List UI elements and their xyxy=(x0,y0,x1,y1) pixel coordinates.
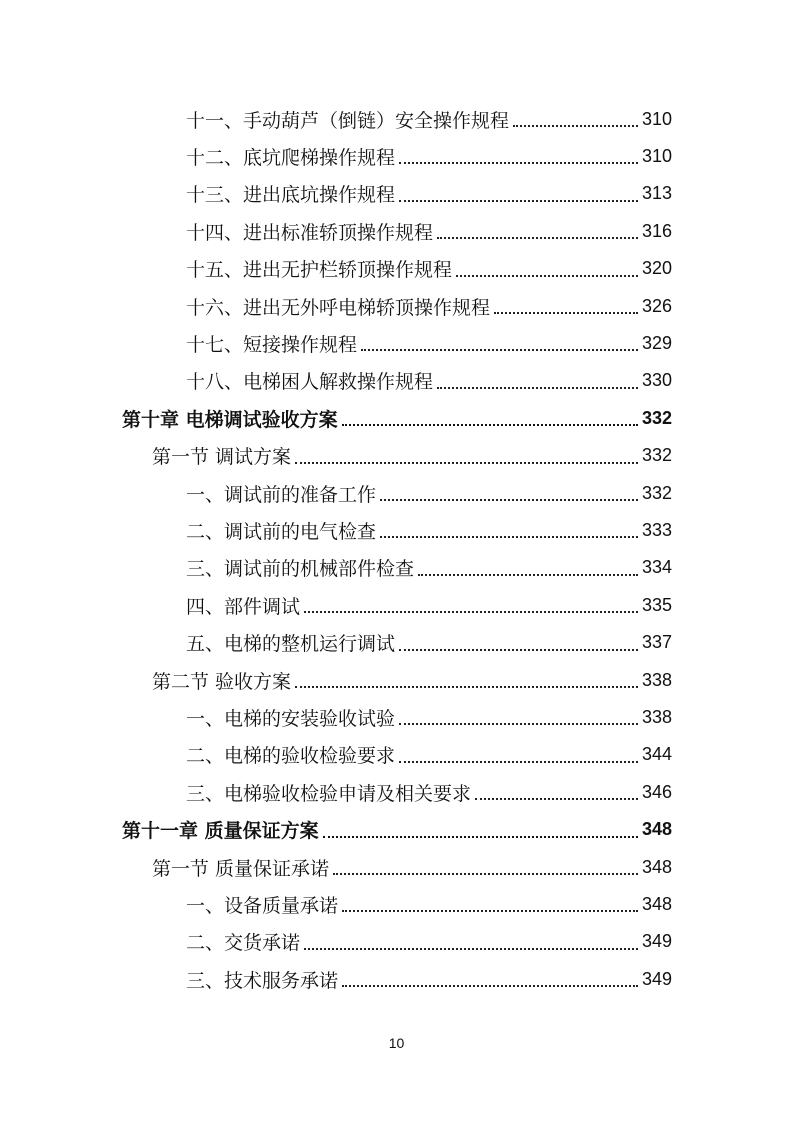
toc-entry-label: 第二节 验收方案 xyxy=(152,670,292,693)
toc-entry-label: 三、电梯验收检验申请及相关要求 xyxy=(186,782,472,805)
toc-item-entry[interactable] xyxy=(186,927,672,957)
toc-item-entry[interactable] xyxy=(186,740,672,770)
toc-dot-leader xyxy=(342,910,638,912)
toc-item-entry[interactable] xyxy=(186,628,672,658)
toc-entry-page: 349 xyxy=(641,931,672,952)
toc-item-entry[interactable] xyxy=(186,515,672,545)
toc-chapter-entry[interactable] xyxy=(122,815,672,845)
toc-entry-page: 338 xyxy=(641,669,672,690)
toc-item-entry[interactable] xyxy=(186,777,672,807)
toc-entry-label: 十八、电梯困人解救操作规程 xyxy=(186,371,434,394)
toc-item-entry[interactable] xyxy=(186,216,672,246)
toc-dot-leader xyxy=(418,574,638,576)
toc-entry-label: 三、技术服务承诺 xyxy=(186,969,339,992)
toc-entry-page: 330 xyxy=(641,370,672,391)
toc-dot-leader xyxy=(399,162,638,164)
toc-dot-leader xyxy=(304,611,638,613)
toc-entry-page: 346 xyxy=(641,781,672,802)
toc-dot-leader xyxy=(304,948,638,950)
toc-entry-label: 第十章 电梯调试验收方案 xyxy=(122,408,338,431)
toc-entry-page: 344 xyxy=(641,744,672,765)
toc-entry-label: 十五、进出无护栏轿顶操作规程 xyxy=(186,259,453,282)
toc-entry-label: 十一、手动葫芦（倒链）安全操作规程 xyxy=(186,109,510,132)
toc-dot-leader xyxy=(295,686,638,688)
toc-item-entry[interactable] xyxy=(186,141,672,171)
toc-item-entry[interactable] xyxy=(186,104,672,134)
toc-entry-label: 二、电梯的验收检验要求 xyxy=(186,745,396,768)
toc-dot-leader xyxy=(456,275,638,277)
toc-entry-label: 第十一章 质量保证方案 xyxy=(122,820,319,843)
toc-entry-page: 348 xyxy=(641,856,672,877)
toc-entry-page: 316 xyxy=(641,220,672,241)
toc-entry-label: 五、电梯的整机运行调试 xyxy=(186,633,396,656)
toc-entry-page: 334 xyxy=(641,557,672,578)
toc-entry-page: 320 xyxy=(641,258,672,279)
toc-dot-leader xyxy=(437,387,638,389)
toc-entry-label: 三、调试前的机械部件检查 xyxy=(186,558,415,581)
toc-item-entry[interactable] xyxy=(186,702,672,732)
toc-entry-label: 二、交货承诺 xyxy=(186,932,301,955)
toc-entry-label: 一、电梯的安装验收试验 xyxy=(186,707,396,730)
toc-dot-leader xyxy=(494,312,638,314)
toc-section-entry[interactable] xyxy=(152,852,672,882)
toc-dot-leader xyxy=(333,873,638,875)
toc-entry-label: 一、调试前的准备工作 xyxy=(186,483,377,506)
toc-dot-leader xyxy=(399,200,638,202)
toc-dot-leader xyxy=(323,836,638,838)
toc-dot-leader xyxy=(437,237,638,239)
toc-dot-leader xyxy=(475,798,638,800)
toc-entry-page: 348 xyxy=(641,819,672,840)
toc-dot-leader xyxy=(342,985,638,987)
toc-entry-label: 十三、进出底坑操作规程 xyxy=(186,184,396,207)
toc-dot-leader xyxy=(513,125,638,127)
toc-item-entry[interactable] xyxy=(186,478,672,508)
toc-entry-page: 329 xyxy=(641,332,672,353)
toc-section-entry[interactable] xyxy=(152,665,672,695)
toc-dot-leader xyxy=(380,499,638,501)
toc-entry-page: 326 xyxy=(641,295,672,316)
toc-dot-leader xyxy=(342,424,638,426)
toc-chapter-entry[interactable] xyxy=(122,403,672,433)
toc-entry-page: 332 xyxy=(641,445,672,466)
toc-dot-leader xyxy=(399,649,638,651)
toc-entry-label: 十七、短接操作规程 xyxy=(186,333,358,356)
page-number: 10 xyxy=(388,1035,405,1051)
toc-item-entry[interactable] xyxy=(186,179,672,209)
toc-section-entry[interactable] xyxy=(152,441,672,471)
toc-item-entry[interactable] xyxy=(186,964,672,994)
toc-dot-leader xyxy=(380,536,638,538)
toc-entry-page: 337 xyxy=(641,632,672,653)
toc-item-entry[interactable] xyxy=(186,553,672,583)
toc-dot-leader xyxy=(399,723,638,725)
toc-entry-page: 332 xyxy=(641,482,672,503)
toc-entry-page: 310 xyxy=(641,145,672,166)
toc-entry-label: 第一节 质量保证承诺 xyxy=(152,857,330,880)
toc-item-entry[interactable] xyxy=(186,590,672,620)
toc-entry-page: 335 xyxy=(641,594,672,615)
toc-entry-page: 333 xyxy=(641,519,672,540)
toc-item-entry[interactable] xyxy=(186,889,672,919)
toc-item-entry[interactable] xyxy=(186,254,672,284)
toc-entry-page: 313 xyxy=(641,183,672,204)
toc-item-entry[interactable] xyxy=(186,328,672,358)
toc-entry-page: 338 xyxy=(641,706,672,727)
toc-entry-page: 349 xyxy=(641,968,672,989)
toc-item-entry[interactable] xyxy=(186,366,672,396)
toc-entry-label: 一、设备质量承诺 xyxy=(186,894,339,917)
toc-dot-leader xyxy=(399,761,638,763)
toc-entry-page: 310 xyxy=(641,108,672,129)
toc-entry-label: 十二、底坑爬梯操作规程 xyxy=(186,146,396,169)
toc-entry-label: 第一节 调试方案 xyxy=(152,446,292,469)
toc-entry-label: 十四、进出标准轿顶操作规程 xyxy=(186,221,434,244)
toc-entry-page: 332 xyxy=(641,407,672,428)
toc-entry-page: 348 xyxy=(641,893,672,914)
toc-item-entry[interactable] xyxy=(186,291,672,321)
toc-entry-label: 二、调试前的电气检查 xyxy=(186,520,377,543)
toc-dot-leader xyxy=(361,349,638,351)
toc-dot-leader xyxy=(295,462,638,464)
toc-entry-label: 十六、进出无外呼电梯轿顶操作规程 xyxy=(186,296,491,319)
toc-entry-label: 四、部件调试 xyxy=(186,595,301,618)
